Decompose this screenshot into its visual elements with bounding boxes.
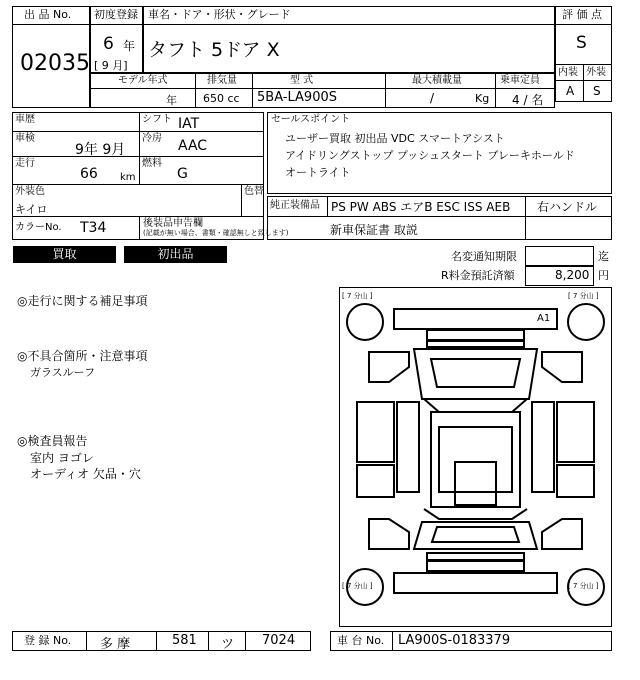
lot-number: 02035 — [20, 51, 90, 76]
sales-point-line-2: アイドリングストップ プッシュスタート ブレーキホールド — [285, 149, 575, 162]
first-reg-label: 初度登録 — [94, 8, 138, 21]
mileage-label: 走行 — [15, 158, 35, 169]
tire-rear-right: [ 7 分山 ] — [568, 582, 599, 590]
max-load-unit: Kg — [475, 92, 490, 105]
ext-color-label: 外装色 — [15, 186, 45, 197]
equipment-label: 純正装備品 — [270, 200, 320, 211]
capacity: 4 / 名 — [512, 93, 544, 107]
ext-color-value: キイロ — [15, 203, 48, 216]
inspector-line-2: オーディオ 欠品・穴 — [30, 467, 141, 481]
exterior-label: 外装 — [586, 67, 606, 78]
max-load-slash: / — [430, 91, 435, 105]
fuel-value: G — [177, 166, 188, 182]
purchase-badge: 買取 — [13, 246, 116, 263]
score-label: 評 価 点 — [562, 8, 602, 21]
overall-score: S — [576, 33, 587, 53]
mileage-unit: km — [120, 172, 136, 183]
car-outline-diagram — [339, 287, 612, 627]
chassis-label: 車 台 No. — [337, 634, 385, 647]
lot-label: 出 品 No. — [24, 8, 72, 21]
first-reg-month: [ 9 月] — [94, 59, 128, 72]
inspector-line-1: 室内 ヨゴレ — [30, 451, 94, 465]
inspection-label: 車検 — [15, 133, 35, 144]
first-reg-year: 6 — [103, 34, 114, 54]
damage-mark-a1: A1 — [537, 313, 551, 324]
reg-number: 7024 — [262, 633, 296, 648]
shift-value: IAT — [178, 116, 200, 132]
aftermarket-note: (記載が無い場合、書類・確認無しと致します) — [143, 229, 289, 237]
defects-text: ガラスルーフ — [30, 366, 96, 379]
tire-rear-left: [ 7 分山 ] — [342, 582, 373, 590]
tire-front-left: [ 7 分山 ] — [342, 292, 373, 300]
exterior-grade: S — [593, 84, 601, 98]
recycle-unit: 円 — [598, 269, 609, 282]
color-no-value: T34 — [80, 220, 107, 236]
history-label: 車歴 — [15, 114, 35, 125]
capacity-label: 乗車定員 — [500, 75, 540, 86]
shift-label: シフト — [142, 114, 172, 125]
sales-point-line-3: オートライト — [285, 166, 351, 179]
car-name: タフト 5ドア X — [148, 39, 280, 61]
inspector-report-label: ◎検査員報告 — [17, 434, 88, 448]
reg-class: 581 — [172, 633, 197, 648]
aftermarket-label: 後装品申告欄 — [143, 218, 203, 229]
displacement: 650 cc — [203, 92, 240, 105]
reg-kana: ツ — [221, 637, 235, 652]
equipment-items: PS PW ABS エアB ESC ISS AEB — [331, 200, 511, 214]
tire-front-right: [ 7 分山 ] — [568, 292, 599, 300]
ac-value: AAC — [178, 138, 208, 154]
chassis-number: LA900S-0183379 — [398, 633, 511, 648]
name-change-box — [525, 246, 594, 266]
recycle-amount: 8,200 — [555, 268, 590, 282]
model-year-label: モデル年式 — [118, 75, 168, 86]
warranty-docs: 新車保証書 取説 — [330, 223, 418, 237]
reg-no-label: 登 録 No. — [24, 634, 72, 647]
model-year-unit: 年 — [166, 94, 177, 107]
interior-grade: A — [566, 84, 575, 98]
fuel-label: 燃料 — [142, 158, 162, 169]
repaint-label: 色替 — [244, 186, 264, 197]
first-listing-badge: 初出品 — [124, 246, 227, 263]
displacement-label: 排気量 — [207, 75, 237, 86]
mileage-value: 66 — [80, 166, 98, 182]
name-change-unit: 迄 — [598, 250, 609, 263]
interior-label: 内装 — [558, 67, 578, 78]
max-load-label: 最大積載量 — [412, 75, 462, 86]
model-code: 5BA-LA900S — [257, 90, 337, 105]
recycle-label: R料金預託済額 — [441, 269, 515, 282]
driving-notes-label: ◎走行に関する補足事項 — [17, 294, 148, 308]
color-no-label: カラーNo. — [15, 222, 62, 233]
name-change-label: 名変通知期限 — [451, 250, 517, 263]
ac-label: 冷房 — [142, 133, 162, 144]
first-reg-year-unit: 年 — [123, 39, 136, 53]
model-label: 型 式 — [290, 75, 314, 86]
sales-point-line-1: ユーザー買取 初出品 VDC スマートアシスト — [285, 132, 505, 145]
reg-area: 多 摩 — [100, 637, 131, 652]
steering-side: 右ハンドル — [537, 200, 598, 214]
inspection-value: 9年 9月 — [75, 142, 126, 158]
defects-label: ◎不具合箇所・注意事項 — [17, 349, 148, 363]
sales-points-label: セールスポイント — [271, 114, 351, 125]
car-name-label: 車名・ドア・形状・グレード — [148, 8, 291, 21]
